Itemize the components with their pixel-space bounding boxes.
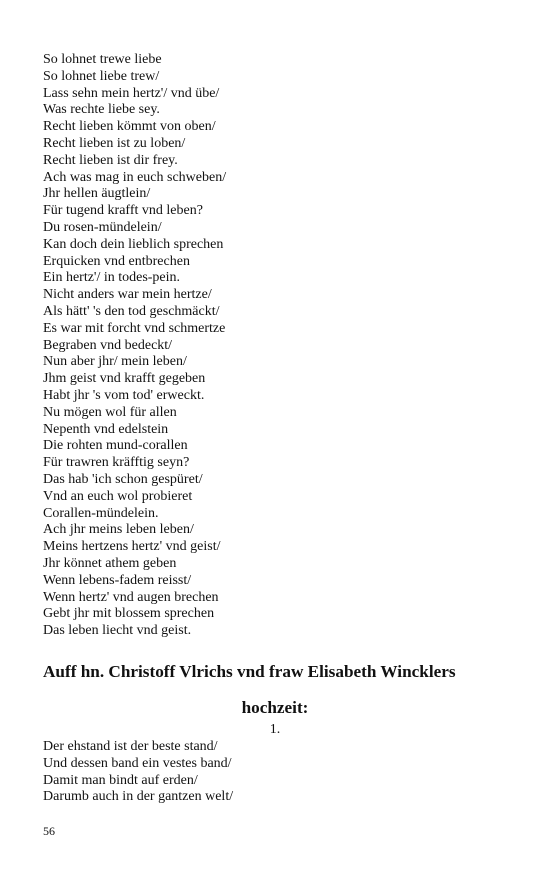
verse-line: So lohnet liebe trew/ <box>43 68 160 84</box>
verse-line: Nepenth vnd edelstein <box>43 421 169 437</box>
verse-line: Das leben liecht vnd geist. <box>43 623 192 639</box>
verse-line: Ach was mag in euch schweben/ <box>43 169 227 185</box>
poem-verse-block <box>43 52 513 640</box>
verse-line: Nicht anders war mein hertze/ <box>43 287 212 303</box>
verse-line: Wenn lebens-fadem reisst/ <box>43 572 192 588</box>
verse-line: Ein hertz'/ in todes-pein. <box>43 270 181 286</box>
verse-line: Was rechte liebe sey. <box>43 102 160 118</box>
poem-2-verse-block <box>43 739 513 806</box>
verse-line: Lass sehn mein hertz'/ vnd übe/ <box>43 85 220 101</box>
verse-line: Die rohten mund-corallen <box>43 438 188 454</box>
verse-line: Habt jhr 's vom tod' erweckt. <box>43 387 205 403</box>
verse-line: Jhr hellen äugtlein/ <box>43 186 151 202</box>
poem-heading-continuation-text: hochzeit: <box>241 698 309 717</box>
verse-line: Corallen-mündelein. <box>43 505 159 521</box>
verse-line: Recht lieben ist dir frey. <box>43 152 178 168</box>
verse-line: Meins hertzens hertz' vnd geist/ <box>43 539 221 555</box>
verse-line: Nun aber jhr/ mein leben/ <box>43 354 187 370</box>
verse-line: Gebt jhr mit blossem sprechen <box>43 606 215 622</box>
verse-line: Kan doch dein lieblich sprechen <box>43 236 224 252</box>
verse-line: Vnd an euch wol probieret <box>43 488 193 504</box>
verse-line: Der ehstand ist der beste stand/ <box>43 739 218 754</box>
verse-line: Jhm geist vnd krafft gegeben <box>43 371 206 387</box>
verse-line: Ach jhr meins leben leben/ <box>43 522 194 538</box>
verse-line: Du rosen-mündelein/ <box>43 219 162 235</box>
verse-line: Damit man bindt auf erden/ <box>43 772 198 788</box>
stanza-number <box>0 721 550 738</box>
verse-line: Erquicken vnd entbrechen <box>43 253 190 269</box>
verse-line: Für tugend krafft vnd leben? <box>43 203 203 219</box>
verse-line: Als hätt' 's den tod geschmäckt/ <box>43 303 220 319</box>
page-number: 56 <box>43 824 55 838</box>
poem-heading-continuation <box>0 697 550 719</box>
verse-line: Nu mögen wol für allen <box>43 404 177 420</box>
verse-line: Und dessen band ein vestes band/ <box>43 755 232 771</box>
poem-heading: Auff hn. Christoff Vlrichs vnd fraw Elisabeth Wincklers <box>43 662 456 681</box>
verse-line: So lohnet trewe liebe <box>43 52 162 67</box>
verse-line: Für trawren kräfftig seyn? <box>43 455 190 471</box>
verse-line: Es war mit forcht vnd schmertze <box>43 320 226 336</box>
verse-line: Wenn hertz' vnd augen brechen <box>43 589 219 605</box>
verse-line: Begraben vnd bedeckt/ <box>43 337 173 353</box>
stanza-number-text: 1. <box>269 722 281 737</box>
verse-line: Recht lieben kömmt von oben/ <box>43 119 216 135</box>
verse-line: Jhr könnet athem geben <box>43 555 177 571</box>
verse-line: Darumb auch in der gantzen welt/ <box>43 789 234 805</box>
verse-line: Recht lieben ist zu loben/ <box>43 135 186 151</box>
verse-line: Das hab 'ich schon gespüret/ <box>43 471 203 487</box>
